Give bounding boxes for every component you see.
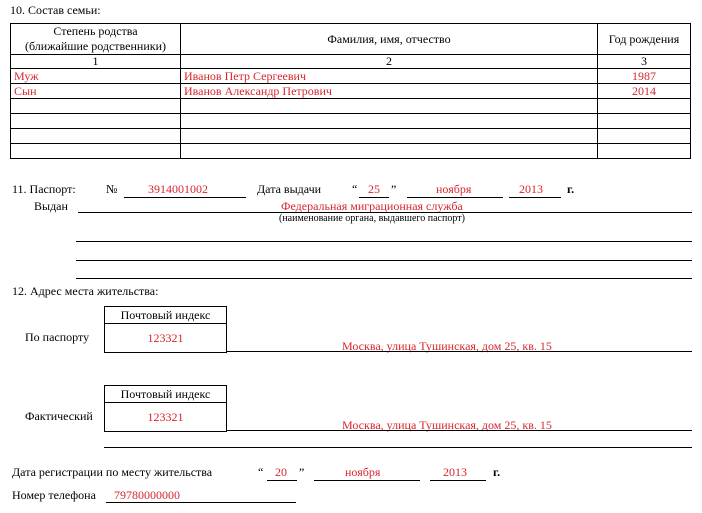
phone-number[interactable]: 79780000000 bbox=[114, 488, 180, 502]
issued-by-line-4 bbox=[76, 278, 692, 279]
table-row bbox=[11, 129, 691, 144]
table-row bbox=[11, 114, 691, 129]
passport-postal-index[interactable]: 123321 bbox=[147, 331, 184, 345]
issued-by-line-2 bbox=[76, 241, 692, 242]
relation-cell[interactable]: Муж bbox=[11, 69, 181, 84]
issue-day[interactable]: 25 bbox=[368, 182, 380, 196]
registration-month[interactable]: ноября bbox=[345, 465, 381, 479]
relation-header-line2: (ближайшие родственники) bbox=[24, 39, 166, 53]
relation-cell[interactable]: Сын bbox=[11, 84, 181, 99]
year-cell[interactable] bbox=[598, 129, 691, 144]
name-cell[interactable] bbox=[181, 129, 598, 144]
number-sign: № bbox=[106, 182, 118, 196]
table-row bbox=[11, 144, 691, 159]
postal-index-header: Почтовый индекс bbox=[105, 386, 226, 403]
relation-cell[interactable] bbox=[11, 114, 181, 129]
table-row bbox=[11, 84, 691, 99]
name-header: Фамилия, имя, отчество bbox=[181, 24, 598, 55]
issue-day-close-quote: ” bbox=[391, 182, 397, 196]
table-row bbox=[11, 99, 691, 114]
issued-by-line-3 bbox=[76, 260, 692, 261]
passport-address[interactable]: Москва, улица Тушинская, дом 25, кв. 15 bbox=[342, 339, 552, 353]
actual-address-label: Фактический bbox=[25, 409, 93, 423]
actual-address[interactable]: Москва, улица Тушинская, дом 25, кв. 15 bbox=[342, 418, 552, 432]
relation-header bbox=[11, 24, 181, 55]
issued-by-hint: (наименование органа, выдавшего паспорт) bbox=[279, 213, 465, 224]
registration-year-suffix: г. bbox=[493, 465, 501, 479]
section-10-title: 10. Состав семьи: bbox=[10, 3, 101, 17]
passport-address-label: По паспорту bbox=[25, 330, 90, 344]
issue-year[interactable]: 2013 bbox=[519, 182, 543, 196]
passport-label: 11. Паспорт: bbox=[12, 182, 76, 196]
name-cell[interactable] bbox=[181, 144, 598, 159]
phone-line bbox=[106, 502, 296, 503]
passport-postal-box bbox=[104, 306, 227, 353]
year-cell[interactable] bbox=[598, 144, 691, 159]
col-number-2: 2 bbox=[181, 55, 598, 69]
table-header-row bbox=[11, 24, 691, 55]
passport-number[interactable]: 3914001002 bbox=[148, 182, 208, 196]
registration-date-label: Дата регистрации по месту жительства bbox=[12, 465, 213, 479]
year-cell[interactable]: 1987 bbox=[598, 69, 691, 84]
year-cell[interactable] bbox=[598, 114, 691, 129]
column-number-row bbox=[11, 55, 691, 69]
name-cell[interactable] bbox=[181, 99, 598, 114]
passport-address-line bbox=[226, 351, 692, 352]
family-table bbox=[10, 23, 691, 159]
issue-month-line bbox=[407, 197, 503, 198]
relation-cell[interactable] bbox=[11, 144, 181, 159]
actual-address-line bbox=[226, 430, 692, 431]
year-cell[interactable] bbox=[598, 99, 691, 114]
passport-number-line bbox=[124, 197, 246, 198]
relation-cell[interactable] bbox=[11, 129, 181, 144]
registration-close-quote: ” bbox=[299, 465, 305, 479]
col-number-1: 1 bbox=[11, 55, 181, 69]
issue-day-open-quote: “ bbox=[352, 182, 358, 196]
actual-postal-index[interactable]: 123321 bbox=[147, 410, 184, 424]
registration-day[interactable]: 20 bbox=[275, 465, 287, 479]
relation-header-line1: Степень родства bbox=[53, 24, 138, 38]
section-12-title: 12. Адрес места жительства: bbox=[12, 284, 159, 298]
registration-year-line bbox=[430, 480, 486, 481]
name-cell[interactable]: Иванов Александр Петрович bbox=[181, 84, 598, 99]
registration-year[interactable]: 2013 bbox=[443, 465, 467, 479]
issued-by-label: Выдан bbox=[34, 199, 68, 213]
relation-cell[interactable] bbox=[11, 99, 181, 114]
name-cell[interactable]: Иванов Петр Сергеевич bbox=[181, 69, 598, 84]
table-row bbox=[11, 69, 691, 84]
issue-year-suffix: г. bbox=[567, 182, 575, 196]
actual-address-line-2 bbox=[104, 447, 692, 448]
registration-month-line bbox=[314, 480, 420, 481]
registration-open-quote: “ bbox=[258, 465, 264, 479]
issue-date-label: Дата выдачи bbox=[257, 182, 322, 196]
col-number-3: 3 bbox=[598, 55, 691, 69]
phone-label: Номер телефона bbox=[12, 488, 96, 502]
actual-postal-box bbox=[104, 385, 227, 432]
year-header: Год рождения bbox=[598, 24, 691, 55]
registration-day-line bbox=[267, 480, 297, 481]
year-cell[interactable]: 2014 bbox=[598, 84, 691, 99]
issue-day-line bbox=[359, 197, 389, 198]
postal-index-header: Почтовый индекс bbox=[105, 307, 226, 324]
issue-year-line bbox=[509, 197, 561, 198]
issued-by-value[interactable]: Федеральная миграционная служба bbox=[281, 199, 463, 213]
name-cell[interactable] bbox=[181, 114, 598, 129]
issue-month[interactable]: ноября bbox=[436, 182, 472, 196]
